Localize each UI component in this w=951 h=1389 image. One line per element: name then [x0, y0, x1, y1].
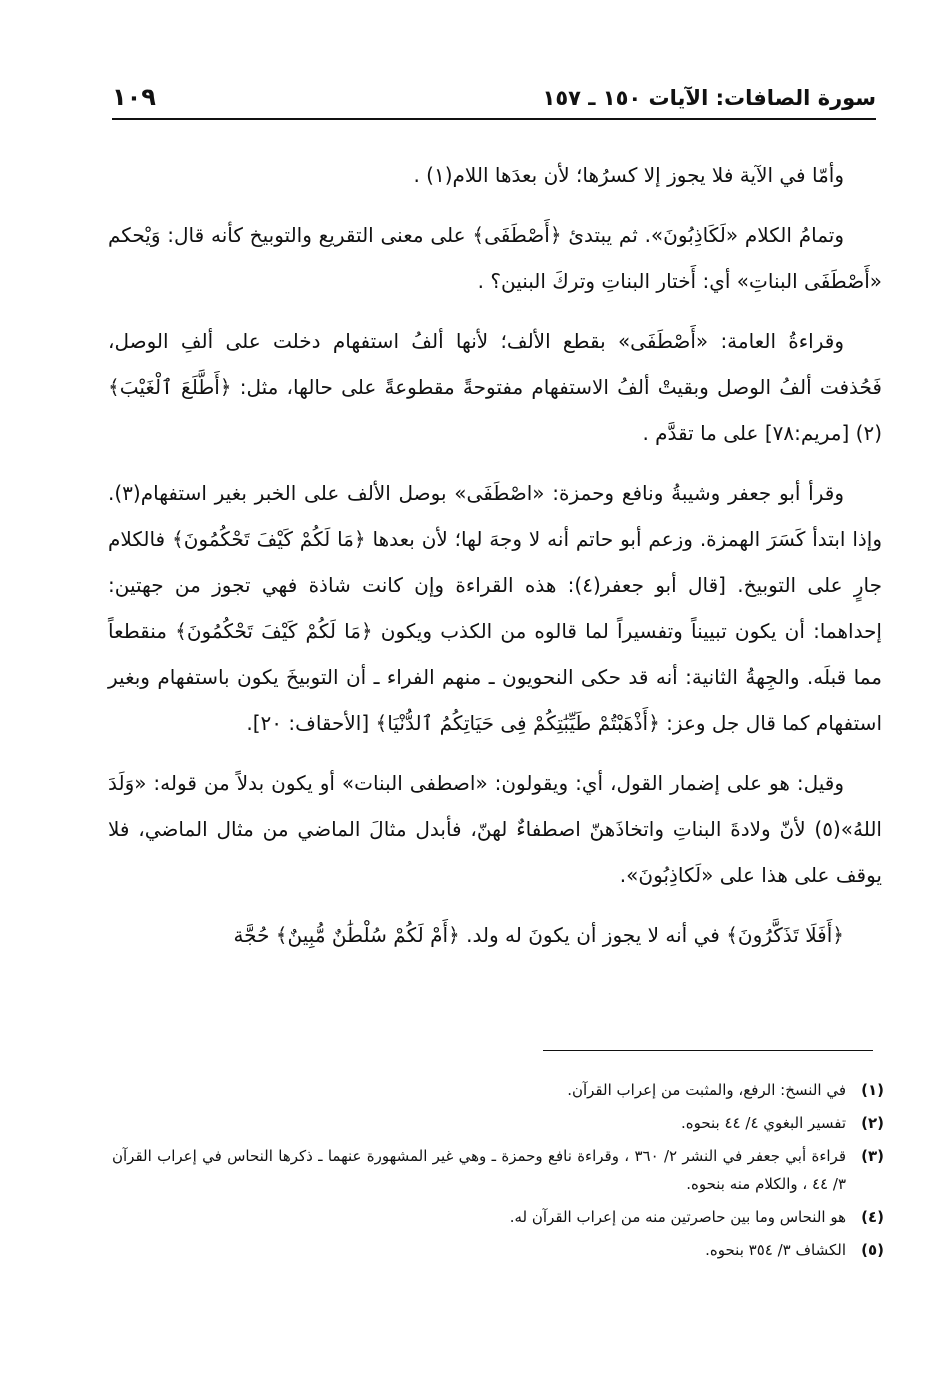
footnote-number: (٢) [861, 1114, 884, 1132]
paragraph: وقيل: هو على إضمار القول، أي: ويقولون: «اصطفى البنات» أو يكون بدلاً من قوله: «وَلَدَ اللهُ»(٥) لأنّ ولادةَ البناتِ واتخاذَهنّ اصطفاءٌ لهنّ، فأبدل مثالَ الماضي من مثال الماضي، فلا يوقف على هذا على «لَكاذِبُونَ». [108, 771, 882, 887]
paragraph: وقراءةُ العامة: «أَصْطَفَى» بقطع الألف؛ لأنها ألفُ استفهام دخلت على ألفِ الوصل، فَحُذفت ألفُ الوصل وبقيتْ ألفُ الاستفهام مفتوحةً مقطوعةً على حالها، مثل: ﴿أَطَّلَعَ ٱلْغَيْبَ﴾(٢) [مريم:٧٨] على ما تقدَّم . [108, 329, 882, 445]
page-number: ١٠٩ [112, 83, 156, 111]
paragraph: وقرأ أبو جعفر وشيبةُ ونافع وحمزة: «اصْطَفَى» بوصل الألف على الخبر بغير استفهام(٣). وإذا ابتدأ كَسَرَ الهمزة. وزعم أبو حاتم أنه لا وجهَ لها؛ لأن بعدها ﴿مَا لَكُمْ كَيْفَ تَحْكُمُونَ﴾ فالكلام جارٍ على التوبيخ. [قال أبو جعفر(٤): هذه القراءة وإن كانت شاذة فهي تجوز من جهتين: إحداهما: أن يكون تبييناً وتفسيراً لما قالوه من الكذب ويكون ﴿مَا لَكُمْ كَيْفَ تَحْكُمُونَ﴾ منقطعاً مما قبلَه. والجِهةُ الثانية: أنه قد حكى النحويون ـ منهم الفراء ـ أن التوبيخَ يكون باستفهام وبغير استفهام كما قال جل وعز: ﴿أَذْهَبْتُمْ طَيِّبَٰتِكُمْ فِى حَيَاتِكُمُ ٱلدُّنْيَا﴾ [الأحقاف: ٢٠]. [108, 481, 882, 735]
footnote [112, 1203, 884, 1231]
footnotes [112, 1076, 884, 1269]
footnote-number: (٥) [861, 1241, 884, 1259]
footnote-number: (١) [861, 1081, 884, 1099]
footnote-text: هو النحاس وما بين حاصرتين منه من إعراب القرآن له. [509, 1208, 846, 1226]
footnote [112, 1236, 884, 1264]
footnote-number: (٤) [861, 1208, 884, 1226]
footnote-text: قراءة أبي جعفر في النشر ٢/ ٣٦٠ ، وقراءة نافع وحمزة ـ وهي غير المشهورة عنهما ـ ذكرها النحاس في إعراب القرآن ٣/ ٤٤ ، والكلام منه بنحوه. [112, 1147, 846, 1193]
footnote-text: في النسخ: الرفع، والمثبت من إعراب القرآن. [567, 1081, 846, 1099]
footnote-separator [543, 1050, 873, 1051]
paragraph: وتمامُ الكلام «لَكَاذِبُونَ». ثم يبتدئ ﴿أَصْطَفَى﴾ على معنى التقريع والتوبيخ كأنه قال: وَيْحكم «أَصْطَفَى البناتِ» أي: أَختار البناتِ وتركَ البنين؟ . [108, 223, 882, 293]
footnote-text: تفسير البغوي ٤/ ٤٤ بنحوه. [680, 1114, 846, 1132]
footnote-text: الكشاف ٣/ ٣٥٤ بنحوه. [705, 1241, 846, 1259]
paragraph: ﴿أَفَلَا تَذَكَّرُونَ﴾ في أنه لا يجوز أن يكونَ له ولد. ﴿أَمْ لَكُمْ سُلْطَٰنٌ مُّبِينٌ﴾ حُجَّة [233, 923, 844, 947]
main-text [108, 152, 882, 972]
header-title: سورة الصافات: الآيات ١٥٠ ـ ١٥٧ [542, 86, 876, 110]
running-header [112, 82, 876, 120]
footnote [112, 1076, 884, 1104]
footnote [112, 1142, 884, 1198]
footnote [112, 1109, 884, 1137]
paragraph: وأمّا في الآية فلا يجوز إلا كسرُها؛ لأن بعدَها اللام(١) . [413, 163, 844, 187]
footnote-number: (٣) [861, 1147, 884, 1165]
